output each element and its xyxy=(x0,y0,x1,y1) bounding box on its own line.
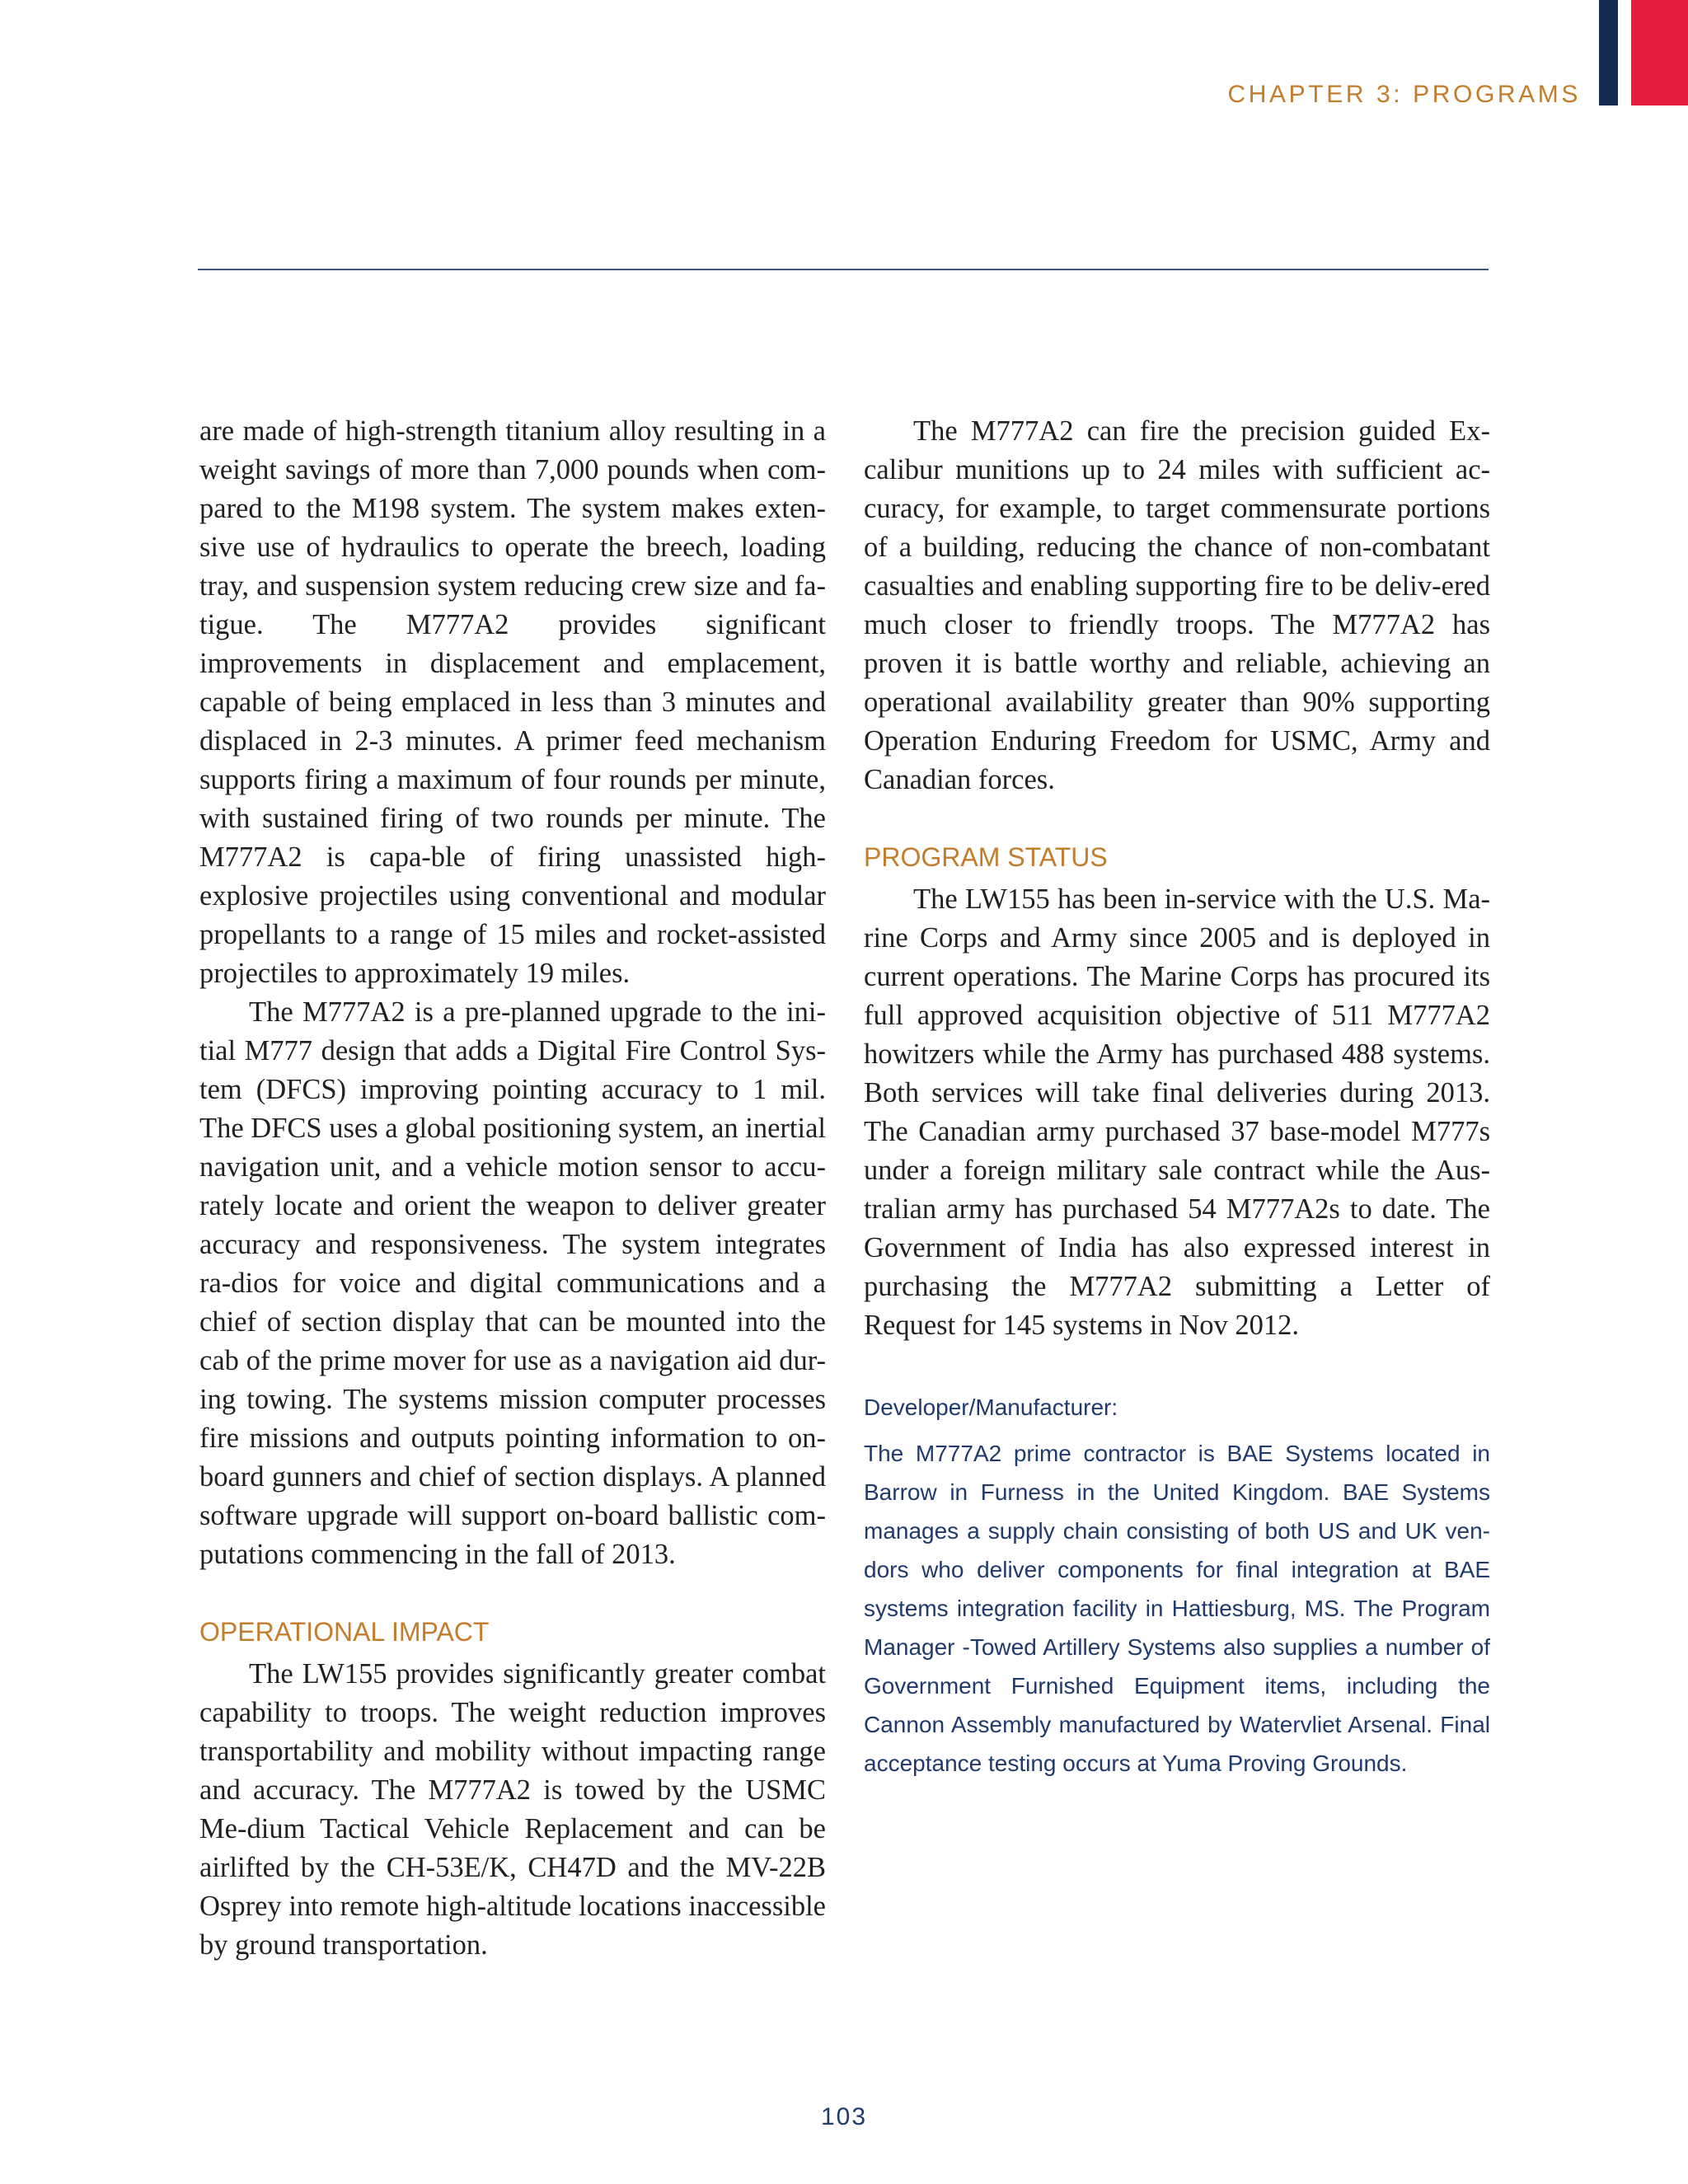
left-paragraph-1: are made of high-strength titanium alloy resulting in a weight savings of more than 7,000 pounds when com-pared to the M198 system. The system makes exten-sive use of hydraulics to operate the breech, loading tray, and suspension system reducing crew size and fa-tigue. The M777A2 provides significant improvements in displacement and emplacement, capable of being emplaced in less than 3 minutes and displaced in 2-3 minutes. A primer feed mechanism supports firing a maximum of four rounds per minute, with sustained firing of two rounds per minute. The M777A2 is capa-ble of firing unassisted high-explosive projectiles using conventional and modular propellants to a range of 15 miles and rocket-assisted projectiles to approximately 19 miles. xyxy=(199,415,826,989)
navy-edge-tab xyxy=(1599,0,1618,105)
page-number: 103 xyxy=(820,2103,868,2130)
right-paragraph-2: The LW155 has been in-service with the U.S. Ma-rine Corps and Army since 2005 and is deployed in current operations. The Marine Corps has procured its full approved acquisition objective of 511 M777A2 howitzers while the Army has purchased 488 systems. Both services will take final deliveries during 2013. The Canadian army purchased 37 base-model M777s under a foreign military sale contract while the Aus-tralian army has purchased 54 M777A2s to date. The Government of India has also expressed interest in purchasing the M777A2 submitting a Letter of Request for 145 systems in Nov 2012. xyxy=(864,883,1490,1341)
red-edge-tab xyxy=(1631,0,1688,105)
right-column xyxy=(864,412,1490,1783)
left-paragraph-2: The M777A2 is a pre-planned upgrade to the ini-tial M777 design that adds a Digital Fire Control Sys-tem (DFCS) improving pointing accuracy to 1 mil. The DFCS uses a global positioning system, an inertial navigation unit, and a vehicle motion sensor to accu-rately locate and orient the weapon to deliver greater accuracy and responsiveness. The system integrates ra-dios for voice and digital communications and a chief of section display that can be mounted into the cab of the prime mover for use as a navigation aid dur-ing towing. The systems mission computer processes fire missions and outputs pointing information to on-board gunners and chief of section displays. A planned software upgrade will support on-board ballistic com-putations commencing in the fall of 2013. xyxy=(199,996,826,1570)
header-rule xyxy=(198,269,1489,270)
left-paragraph-3: The LW155 provides significantly greater combat capability to troops. The weight reduction improves transportability and mobility without impacting range and accuracy. The M777A2 is towed by the USMC Me-dium Tactical Vehicle Replacement and can be airlifted by the CH-53E/K, CH47D and the MV-22B Osprey into remote high-altitude locations inaccessible by ground transportation. xyxy=(199,1658,826,1961)
operational-impact-heading: OPERATIONAL IMPACT xyxy=(199,1617,490,1647)
program-status-heading: PROGRAM STATUS xyxy=(864,842,1108,872)
developer-text: The M777A2 prime contractor is BAE Systems located in Barrow in Furness in the United Kingdom. BAE Systems manages a supply chain consisting of both US and UK ven-dors who deliver components for final integration at BAE systems integration facility in Hattiesburg, MS. The Program Manager -Towed Artillery Systems also supplies a number of Government Furnished Equipment items, including the Cannon Assembly manufactured by Watervliet Arsenal. Final acceptance testing occurs at Yuma Proving Grounds. xyxy=(864,1441,1490,1776)
left-column xyxy=(199,412,826,1965)
right-paragraph-1: The M777A2 can fire the precision guided Ex-calibur munitions up to 24 miles with sufficient ac-curacy, for example, to target commensurate portions of a building, reducing the chance of non-combatant casualties and enabling supporting fire to be deliv-ered much closer to friendly troops. The M777A2 has proven it is battle worthy and reliable, achieving an operational availability greater than 90% supporting Operation Enduring Freedom for USMC, Army and Canadian forces. xyxy=(864,415,1490,795)
developer-heading: Developer/Manufacturer: xyxy=(864,1394,1118,1420)
chapter-header: CHAPTER 3: PROGRAMS xyxy=(1227,81,1581,108)
